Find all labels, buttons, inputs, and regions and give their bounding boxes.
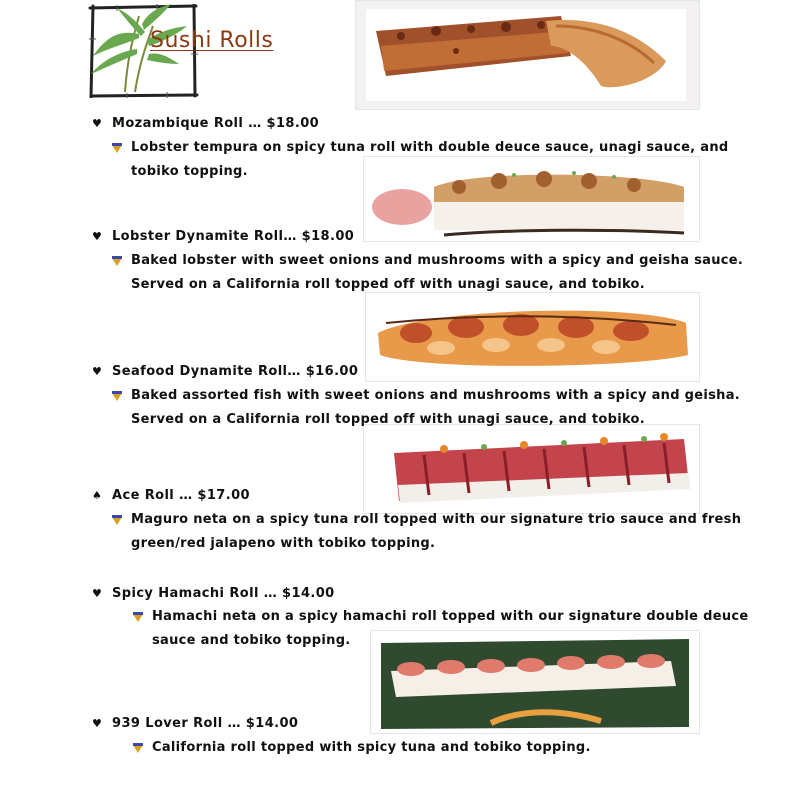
ace-roll-photo — [363, 424, 700, 514]
heart-bullet-icon: ♥ — [92, 717, 103, 730]
menu-item-name: ♥ Seafood Dynamite Roll… $16.00 — [92, 364, 359, 379]
seafood-dynamite-roll-photo — [365, 292, 700, 382]
menu-item-name: ♥ Lobster Dynamite Roll… $18.00 — [92, 229, 355, 244]
menu-item-description: California roll topped with spicy tuna and tobiko topping. — [152, 740, 591, 755]
arrow-bullet-icon — [112, 391, 122, 401]
menu-item-description: Maguro neta on a spicy tuna roll topped with our signature trio sauce and fresh green/red jalapeno with tobiko topping. — [131, 512, 742, 551]
menu-item-name: ♠ Ace Roll … $17.00 — [92, 488, 250, 503]
menu-item-description: Lobster tempura on spicy tuna roll with double deuce sauce, unagi sauce, and tobiko topping. — [131, 140, 729, 179]
menu-item-description: Hamachi neta on a spicy hamachi roll topped with our signature double deuce sauce and tobiko topping. — [152, 609, 749, 648]
heart-bullet-icon: ♥ — [92, 117, 103, 130]
heart-bullet-icon: ♥ — [92, 587, 103, 600]
heart-bullet-icon: ♥ — [92, 230, 103, 243]
arrow-bullet-icon — [112, 143, 122, 153]
spade-bullet-icon: ♠ — [92, 489, 103, 502]
heart-bullet-icon: ♥ — [92, 365, 103, 378]
arrow-bullet-icon — [133, 743, 143, 753]
menu-item-name: ♥ 939 Lover Roll … $14.00 — [92, 716, 299, 731]
arrow-bullet-icon — [112, 256, 122, 266]
arrow-bullet-icon — [112, 515, 122, 525]
menu-item-name: ♥ Mozambique Roll … $18.00 — [92, 116, 320, 131]
page-title: Sushi Rolls — [150, 28, 274, 53]
menu-item-name: ♥ Spicy Hamachi Roll … $14.00 — [92, 586, 335, 601]
arrow-bullet-icon — [133, 612, 143, 622]
menu-item-description: Baked lobster with sweet onions and mushrooms with a spicy and geisha sauce. Served on a California roll topped off with unagi sauce, and tobiko. — [131, 253, 744, 292]
mozambique-roll-photo — [355, 0, 700, 110]
menu-item-description: Baked assorted fish with sweet onions and mushrooms with a spicy and geisha. Served on a California roll topped off with unagi sauce, and tobiko. — [131, 388, 741, 427]
